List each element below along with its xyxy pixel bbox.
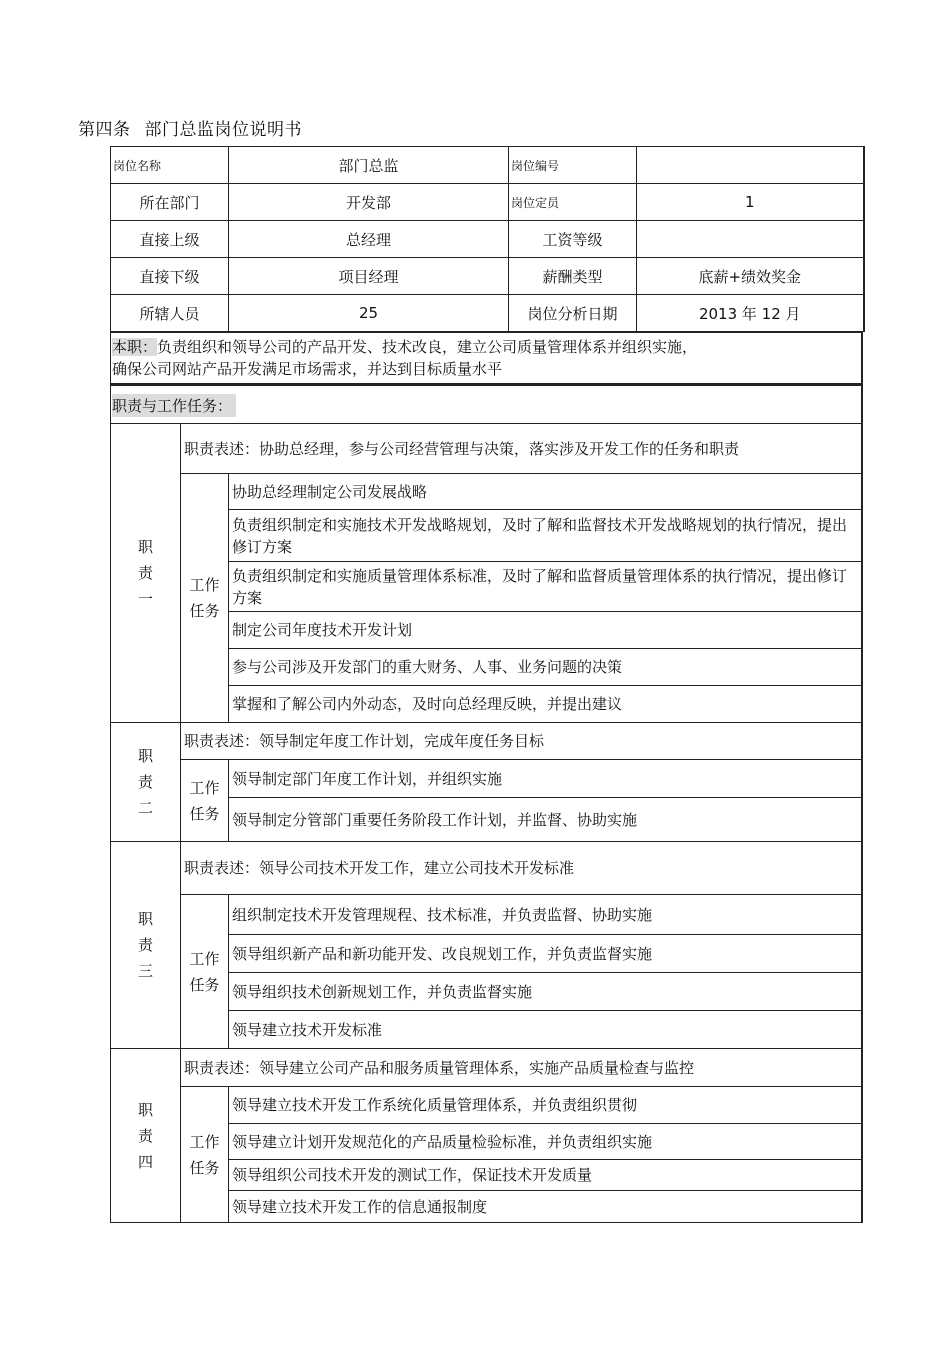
- duty-1-task-1: 协助总经理制定公司发展战略: [229, 474, 863, 510]
- core-responsibility-line1: 负责组织和领导公司的产品开发、技术改良，建立公司质量管理体系并组织实施，: [157, 338, 698, 356]
- duty-2-task-1: 领导制定部门年度工作计划，并组织实施: [229, 760, 863, 798]
- duty-4-task-1: 领导建立技术开发工作系统化质量管理体系，并负责组织贯彻: [229, 1087, 863, 1124]
- duty-4-description: 职责表述：领导建立公司产品和服务质量管理体系，实施产品质量检查与监控: [181, 1049, 863, 1087]
- label-position-code: 岗位编号: [509, 147, 637, 184]
- duty-4-desc-row: [111, 1049, 863, 1087]
- value-subordinate: 项目经理: [229, 258, 509, 295]
- duty-4-task-label: 工作 任务: [181, 1087, 229, 1223]
- label-headcount: 岗位定员: [509, 184, 637, 221]
- duty-1-task-2: 负责组织制定和实施技术开发战略规划，及时了解和监督技术开发战略规划的执行情况，提出修订方案: [229, 510, 863, 562]
- duty-2-task-label: 工作 任务: [181, 760, 229, 842]
- label-subordinate: 直接下级: [111, 258, 229, 295]
- duty-3-task-4: 领导建立技术开发标准: [229, 1011, 863, 1049]
- label-pay-type: 薪酬类型: [509, 258, 637, 295]
- duty-1-description: 职责表述：协助总经理，参与公司经营管理与决策，落实涉及开发工作的任务和职责: [181, 424, 863, 474]
- duty-2-task-2: 领导制定分管部门重要任务阶段工作计划，并监督、协助实施: [229, 798, 863, 842]
- core-responsibility-label: 本职：: [112, 338, 158, 356]
- value-staff-count: 25: [229, 295, 509, 332]
- label-position-name: 岗位名称: [111, 147, 229, 184]
- duty-4-task-2: 领导建立计划开发规范化的产品质量检验标准，并负责组织实施: [229, 1124, 863, 1160]
- duties-header: [110, 384, 863, 424]
- duty-1-task-3: 负责组织制定和实施质量管理体系标准，及时了解和监督质量管理体系的执行情况，提出修订方案: [229, 562, 863, 612]
- info-row-department: [111, 184, 864, 221]
- duty-2-label: 职 责 二: [111, 723, 181, 842]
- duty-4-label: 职 责 四: [111, 1049, 181, 1223]
- info-row-subordinate: [111, 258, 864, 295]
- table-row: [111, 895, 863, 935]
- duty-3-task-1: 组织制定技术开发管理规程、技术标准，并负责监督、协助实施: [229, 895, 863, 935]
- value-position-code: [637, 147, 864, 184]
- value-position-name: 部门总监: [229, 147, 509, 184]
- label-supervisor: 直接上级: [111, 221, 229, 258]
- duty-3-task-3: 领导组织技术创新规划工作，并负责监督实施: [229, 973, 863, 1011]
- duty-4-task-4: 领导建立技术开发工作的信息通报制度: [229, 1191, 863, 1223]
- duty-1-task-label: 工作 任务: [181, 474, 229, 723]
- label-analysis-date: 岗位分析日期: [509, 295, 637, 332]
- duty-1-task-5: 参与公司涉及开发部门的重大财务、人事、业务问题的决策: [229, 649, 863, 686]
- duty-3-desc-row: [111, 842, 863, 895]
- table-row: [111, 474, 863, 510]
- duty-3-table: [110, 841, 863, 1049]
- value-analysis-date: 2013 年 12 月: [637, 295, 864, 332]
- value-headcount: 1: [637, 184, 864, 221]
- label-staff-count: 所辖人员: [111, 295, 229, 332]
- duty-3-label: 职 责 三: [111, 842, 181, 1049]
- value-department: 开发部: [229, 184, 509, 221]
- value-supervisor: 总经理: [229, 221, 509, 258]
- duty-1-label: 职 责 一: [111, 424, 181, 723]
- duty-1-desc-row: [111, 424, 863, 474]
- duty-2-desc-row: [111, 723, 863, 760]
- label-department: 所在部门: [111, 184, 229, 221]
- duty-1-task-6: 掌握和了解公司内外动态，及时向总经理反映，并提出建议: [229, 686, 863, 723]
- duty-1-task-4: 制定公司年度技术开发计划: [229, 612, 863, 649]
- value-pay-type: 底薪+绩效奖金: [637, 258, 864, 295]
- duty-3-task-label: 工作 任务: [181, 895, 229, 1049]
- duty-4-task-3: 领导组织公司技术开发的测试工作，保证技术开发质量: [229, 1160, 863, 1191]
- position-info-table: [110, 146, 865, 332]
- value-salary-grade: [637, 221, 864, 258]
- duty-3-task-2: 领导组织新产品和新功能开发、改良规划工作，并负责监督实施: [229, 935, 863, 973]
- duty-4-table: [110, 1048, 863, 1223]
- duty-1-table: [110, 423, 863, 723]
- table-row: [111, 760, 863, 798]
- document-name: 部门总监岗位说明书: [144, 120, 302, 140]
- document-title: [78, 115, 302, 140]
- info-row-supervisor: [111, 221, 864, 258]
- duties-header-label: 职责与工作任务：: [112, 394, 236, 417]
- label-salary-grade: 工资等级: [509, 221, 637, 258]
- duty-2-description: 职责表述：领导制定年度工作计划，完成年度任务目标: [181, 723, 863, 760]
- duty-2-table: [110, 722, 863, 842]
- duty-3-description: 职责表述：领导公司技术开发工作，建立公司技术开发标准: [181, 842, 863, 895]
- table-row: [111, 1087, 863, 1124]
- info-row-name: [111, 147, 864, 184]
- core-responsibility: [110, 332, 863, 384]
- core-responsibility-line2: 确保公司网站产品开发满足市场需求，并达到目标质量水平: [112, 360, 503, 378]
- article-number: 第四条: [78, 120, 131, 140]
- info-row-staff: [111, 295, 864, 332]
